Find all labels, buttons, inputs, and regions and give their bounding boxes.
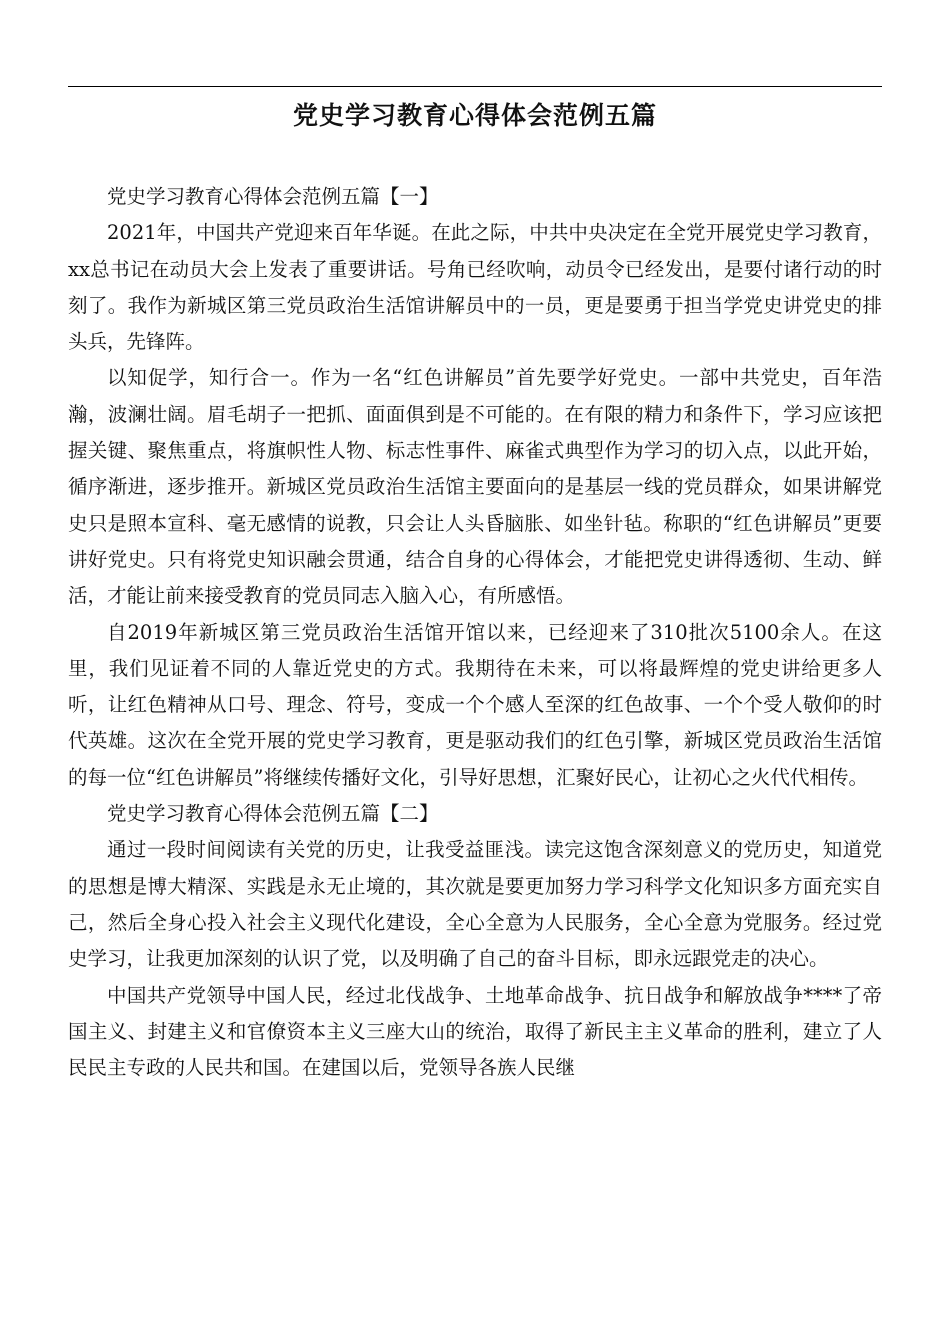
paragraph-3: 自2019年新城区第三党员政治生活馆开馆以来，已经迎来了310批次5100余人。在这里，我们见证着不同的人靠近党史的方式。我期待在未来，可以将最辉煌的党史讲给更多人听，让红色精神从口号、理念、符号，变成一个个感人至深的红色故事、一个个受人敬仰的时代英雄。这次在全党开展的党史学习教育，更是驱动我们的红色引擎，新城区党员政治生活馆的每一位“红色讲解员”将继续传播好文化，引导好思想，汇聚好民心，让初心之火代代相传。 xyxy=(68,620,882,789)
paragraph-4: 通过一段时间阅读有关党的历史，让我受益匪浅。读完这饱含深刻意义的党历史，知道党的思想是博大精深、实践是永无止境的，其次就是要更加努力学习科学文化知识多方面充实自己，然后全身心投入社会主义现代化建设，全心全意为人民服务，全心全意为党服务。经过党史学习，让我更加深刻的认识了党，以及明确了自己的奋斗目标，即永远跟党走的决心。 xyxy=(68,838,882,971)
document-page xyxy=(68,0,882,1344)
document-title: 党史学习教育心得体会范例五篇 xyxy=(292,101,657,130)
section-heading-2: 党史学习教育心得体会范例五篇【二】 xyxy=(107,802,439,826)
header-rule xyxy=(68,86,882,87)
section-heading-1: 党史学习教育心得体会范例五篇【一】 xyxy=(107,185,439,208)
paragraph-2: 以知促学，知行合一。作为一名“红色讲解员”首先要学好党史。一部中共党史，百年浩瀚，波澜壮阔。眉毛胡子一把抓、面面俱到是不可能的。在有限的精力和条件下，学习应该把握关键、聚焦重点，将旗帜性人物、标志性事件、麻雀式典型作为学习的切入点，以此开始，循序渐进，逐步推开。新城区党员政治生活馆主要面向的是基层一线的党员群众，如果讲解党史只是照本宣科、毫无感情的说教，只会让人头昏脑胀、如坐针毡。称职的“红色讲解员”更要讲好党史。只有将党史知识融会贯通，结合自身的心得体会，才能把党史讲得透彻、生动、鲜活，才能让前来接受教育的党员同志入脑入心，有所感悟。 xyxy=(68,366,882,608)
paragraph-1: 2021年，中国共产党迎来百年华诞。在此之际，中共中央决定在全党开展党史学习教育，xx总书记在动员大会上发表了重要讲话。号角已经吹响，动员令已经发出，是要付诸行动的时刻了。我作为新城区第三党员政治生活馆讲解员中的一员，更是要勇于担当学党史讲党史的排头兵，先锋阵。 xyxy=(68,221,882,354)
document-body xyxy=(68,179,882,1086)
paragraph-5: 中国共产党领导中国人民，经过北伐战争、土地革命战争、抗日战争和解放战争****了帝国主义、封建主义和官僚资本主义三座大山的统治，取得了新民主主义革命的胜利，建立了人民民主专政的人民共和国。在建国以后，党领导各族人民继 xyxy=(68,983,882,1080)
